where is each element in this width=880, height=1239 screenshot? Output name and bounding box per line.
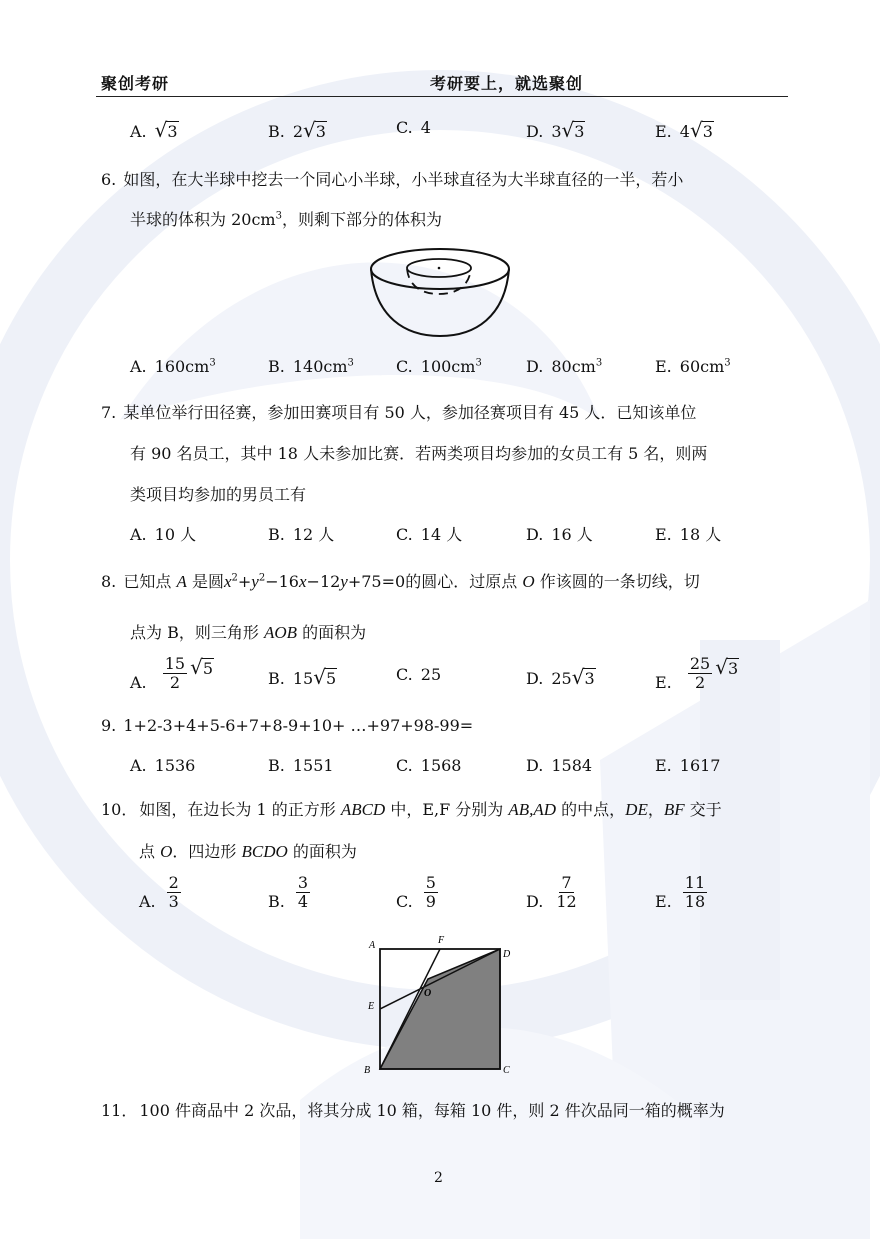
- q7-options: [0, 522, 880, 552]
- q11-line1: 11． 100 件商品中 2 次品，将其分成 10 箱，每箱 10 件，则 2 件次品同一箱的概率为: [101, 1101, 725, 1120]
- q9-option-e[interactable]: E. 1617: [655, 756, 721, 775]
- q6-option-b[interactable]: B. $140cm^3$: [268, 357, 354, 376]
- q6-option-e[interactable]: E. $60cm^3$: [655, 357, 731, 376]
- q10-line2: 点 O．四边形 BCDO 的面积为: [139, 842, 357, 861]
- q10-option-e[interactable]: E. $\frac{11}{18}$: [655, 873, 706, 911]
- q8-option-e[interactable]: E. $\frac{25}{2}$ √3: [655, 654, 739, 692]
- q7-line3: 类项目均参加的男员工有: [130, 485, 307, 504]
- q10-line1: 10． 如图，在边长为 1 的正方形 ABCD 中，E,F 分别为 AB,AD 的中点，DE，BF 交于: [101, 800, 722, 819]
- q10-option-c[interactable]: C. $\frac{5}{9}$: [396, 873, 436, 911]
- header-slogan: 考研要上，就选聚创: [430, 74, 584, 93]
- q7-option-b[interactable]: B. 12 人: [268, 525, 335, 544]
- q8-option-d[interactable]: D. 25√3: [526, 665, 595, 689]
- q7-line2: 有 90 名员工，其中 18 人未参加比赛．若两类项目均参加的女员工有 5 名，则两: [130, 444, 708, 463]
- q8-line2: 点为 B，则三角形 AOB 的面积为: [130, 623, 367, 642]
- q9-line1: 9. 1+2-3+4+5-6+7+8-9+10+ …+97+98-99=: [101, 716, 474, 735]
- q6-line1: 6. 如图，在大半球中挖去一个同心小半球，小半球直径为大半球直径的一半，若小: [101, 170, 684, 189]
- q10-option-d[interactable]: D. $\frac{7}{12}$: [526, 873, 577, 911]
- label-e: E: [368, 1001, 375, 1012]
- q6-option-c[interactable]: C. $100cm^3$: [396, 357, 482, 376]
- q10-option-b[interactable]: B. $\frac{3}{4}$: [268, 873, 309, 911]
- q9-option-d[interactable]: D. 1584: [526, 756, 593, 775]
- q9-option-b[interactable]: B. 1551: [268, 756, 334, 775]
- q5-option-d[interactable]: D. 3√3: [526, 118, 585, 142]
- q7-option-e[interactable]: E. 18 人: [655, 525, 722, 544]
- q7-option-c[interactable]: C. 14 人: [396, 525, 463, 544]
- q7-line1: 7. 某单位举行田径赛，参加田赛项目有 50 人，参加径赛项目有 45 人．已知该单位: [101, 403, 697, 422]
- label-a: A: [369, 940, 376, 951]
- q7-option-a[interactable]: A. 10 人: [130, 525, 197, 544]
- header-brand: 聚创考研: [101, 74, 170, 93]
- q8-option-b[interactable]: B. 15√5: [268, 665, 337, 689]
- q7-option-d[interactable]: D. 16 人: [526, 525, 593, 544]
- hemisphere-figure: [365, 242, 515, 342]
- q8-option-a[interactable]: A. $\frac{15}{2}$ √5: [130, 654, 214, 692]
- q8-options: [0, 655, 880, 701]
- header-divider: [96, 96, 788, 97]
- q9-option-a[interactable]: A. 1536: [130, 756, 196, 775]
- q5-options: [0, 118, 880, 148]
- label-b: B: [364, 1065, 371, 1076]
- q6-option-d[interactable]: D. $80cm^3$: [526, 357, 603, 376]
- q6-options: [0, 357, 880, 387]
- q10-options: [0, 874, 880, 920]
- q6-line2: 半球的体积为 $20cm^3$，则剩下部分的体积为: [130, 210, 442, 229]
- square-figure: [360, 934, 520, 1078]
- label-d: D: [503, 949, 511, 960]
- q9-option-c[interactable]: C. 1568: [396, 756, 462, 775]
- label-c: C: [503, 1065, 510, 1076]
- label-f: F: [438, 935, 445, 946]
- q6-option-a[interactable]: A. $160cm^3$: [130, 357, 216, 376]
- label-o: O: [424, 988, 432, 999]
- q10-option-a[interactable]: A. $\frac{2}{3}$: [139, 873, 179, 911]
- q5-option-c[interactable]: C. 4: [396, 118, 431, 137]
- q5-option-e[interactable]: E. 4√3: [655, 118, 713, 142]
- q9-options: [0, 756, 880, 786]
- q5-option-b[interactable]: B. 2√3: [268, 118, 326, 142]
- q8-option-c[interactable]: C. 25: [396, 665, 442, 684]
- shaded-quadrilateral-bcdo: [380, 949, 500, 1069]
- page-number: 2: [434, 1170, 443, 1186]
- q5-option-a[interactable]: A. √3: [130, 118, 178, 142]
- q8-line1: 8. 已知点 A 是圆$x^2+y^2-16x-12y+75=0$的圆心．过原点 O 作该圆的一条切线，切: [101, 572, 700, 591]
